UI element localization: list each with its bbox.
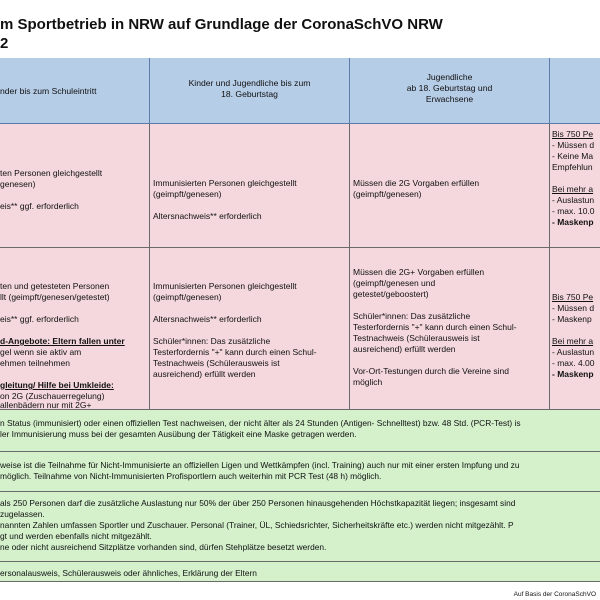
- row2-col3-line: Testnachweis (Schülerausweis ist: [353, 333, 480, 343]
- row2-col3: [350, 248, 550, 410]
- row1-col2-line: (geimpft/genesen): [153, 189, 222, 199]
- row2-col2-line: Immunisierten Personen gleichgestellt: [153, 281, 297, 291]
- row1-col1-line: ten Personen gleichgestellt: [0, 168, 103, 178]
- note-line: zugelassen.: [0, 509, 45, 519]
- row2-col4-line: Bei mehr a: [552, 336, 594, 346]
- row2-col4-line: - max. 4.00: [552, 358, 595, 368]
- row2-col1-line: ten und getesteten Personen: [0, 281, 110, 291]
- note-line: ersonalausweis, Schülerausweis oder ähnliches, Erklärung der Eltern: [0, 568, 257, 578]
- row1-col4-line: - max. 10.0: [552, 206, 595, 216]
- row1-col1-line: eis** ggf. erforderlich: [0, 201, 79, 211]
- row2-col3-line: Schüler*innen: Das zusätzliche: [353, 311, 471, 321]
- row2-col4-line: - Müssen d: [552, 303, 595, 313]
- row2-col3-line: Testerfordernis "+" kann durch einen Schul-: [353, 322, 517, 332]
- row1-col3-line: (geimpft/genesen): [353, 189, 422, 199]
- header-col3-line3: Erwachsene: [425, 94, 474, 104]
- row1-col2: [150, 124, 350, 248]
- row2-col1-line: llt (geimpft/genesen/getestet): [0, 292, 110, 302]
- note-line: ne oder nicht ausreichend Sitzplätze vorhanden sind, dürfen Stehplätze besetzt werden.: [0, 542, 327, 552]
- row1-col4-line: - Müssen d: [552, 140, 595, 150]
- row1-col2-line: Altersnachweis** erforderlich: [153, 211, 262, 221]
- row2-col1-line: on 2G (Zuschauerregelung): [0, 391, 105, 401]
- row2-col1-line: gleitung/ Hilfe bei Umkleide:: [0, 380, 114, 390]
- row2-col4-line: - Auslastun: [552, 347, 595, 357]
- row1-col4: [550, 124, 600, 248]
- note-line: möglich. Teilnahme von Nicht-Immunisierten Profisportlern auch weiterhin mit PCR Test (48 h) möglich.: [0, 471, 382, 481]
- note-line: als 250 Personen darf die zusätzliche Auslastung nur 50% der über 250 Personen hinausgehenden Höchstkapazität liegen; insgesamt sind: [0, 498, 516, 508]
- row1-col2-line: Immunisierten Personen gleichgestellt: [153, 178, 297, 188]
- row2-col1: [0, 248, 150, 410]
- header-col3-line2: ab 18. Geburtstag und: [406, 83, 493, 93]
- rules-table: [0, 58, 600, 582]
- row2-col4: [550, 248, 600, 410]
- footer-source: Auf Basis der CoronaSchVO: [513, 591, 596, 598]
- row1-col4-line: Bis 750 Pe: [552, 129, 594, 139]
- header-col1-label: nder bis zum Schuleintritt: [0, 86, 97, 96]
- row2-col2-line: Altersnachweis** erforderlich: [153, 314, 262, 324]
- row2-col3-line: möglich: [353, 377, 383, 387]
- row2-col4-line: - Maskenp: [552, 369, 594, 379]
- note-line: weise ist die Teilnahme für Nicht-Immunisierte an offiziellen Ligen und Wettkämpfen (incl. Training) auch nur mit einer ersten Impfung und zu: [0, 460, 520, 470]
- row2-col1-line: d-Angebote: Eltern fallen unter: [0, 336, 125, 346]
- header-col2-line1: Kinder und Jugendliche bis zum: [188, 78, 311, 88]
- row1-col1-line: genesen): [0, 179, 36, 189]
- row2-col2-line: ausreichend) erfüllt werden: [153, 369, 256, 379]
- note-line: ler Immunisierung muss bei der gesamten Ausübung der Tätigkeit eine Maske getragen werden.: [0, 429, 357, 439]
- row2-col2-line: Testnachweis (Schülerausweis ist: [153, 358, 280, 368]
- note-status: [0, 410, 600, 452]
- row1-col4-line: Bei mehr a: [552, 184, 594, 194]
- header-col3-line1: Jugendliche: [426, 72, 473, 82]
- note-line: n Status (immunisiert) oder einen offiziellen Test nachweisen, der nicht älter als 24 Stunden (Antigen- Schnelltest) bzw. 48 Std. (PCR-Test) is: [0, 418, 521, 428]
- note-line: nannten Zahlen umfassen Sportler und Zuschauer. Personal (Trainer, ÜL, Schiedsrichter, Sicherheitskräfte etc.) werden nicht mitgezählt. P: [0, 520, 514, 530]
- row1-col4-line: - Keine Ma: [552, 151, 594, 161]
- row2-col2-line: Testerfordernis "+" kann durch einen Schul-: [153, 347, 317, 357]
- row2-col1-line: eis** ggf. erforderlich: [0, 314, 79, 324]
- title-line-1: m Sportbetrieb in NRW auf Grundlage der CoronaSchVO NRW: [0, 16, 443, 33]
- header-col2-line2: 18. Geburtstag: [221, 89, 278, 99]
- row2-col3-line: (geimpft/genesen und: [353, 278, 436, 288]
- row1-col1: [0, 124, 150, 248]
- row2-col2: [150, 248, 350, 410]
- note-wettkampf: [0, 452, 600, 492]
- row2-col2-line: Schüler*innen: Das zusätzliche: [153, 336, 271, 346]
- row1-col3: [350, 124, 550, 248]
- header-col-erwachsene: [350, 58, 550, 124]
- row2-col4-line: Bis 750 Pe: [552, 292, 594, 302]
- note-nachweis: [0, 562, 600, 582]
- title-line-2: 2: [0, 35, 9, 52]
- row2-col3-line: Müssen die 2G+ Vorgaben erfüllen: [353, 267, 485, 277]
- note-auslastung: [0, 492, 600, 562]
- row2-col2-line: (geimpft/genesen): [153, 292, 222, 302]
- row2-col4-line: - Maskenp: [552, 314, 592, 324]
- row2-col1-line: gel wenn sie aktiv am: [0, 347, 82, 357]
- row2-col1-line: allenbädern nur mit 2G+: [0, 400, 92, 410]
- row2-col3-line: ausreichend) erfüllt werden: [353, 344, 456, 354]
- row1-col3-line: Müssen die 2G Vorgaben erfüllen: [353, 178, 480, 188]
- row1-col4-line: - Auslastun: [552, 195, 595, 205]
- row2-col1-line: ehmen teilnehmen: [0, 358, 70, 368]
- header-col-events: [550, 58, 600, 124]
- header-col-kinder-schuleintritt: [0, 58, 150, 124]
- row1-col4-line: - Maskenp: [552, 217, 594, 227]
- note-line: gt und werden ebenfalls nicht mitgezählt.: [0, 531, 152, 541]
- row2-col3-line: Vor-Ort-Testungen durch die Vereine sind: [353, 366, 509, 376]
- row2-col3-line: getestet/geboostert): [353, 289, 429, 299]
- header-col-kinder-jugendliche: [150, 58, 350, 124]
- row1-col4-line: Empfehlun: [552, 162, 593, 172]
